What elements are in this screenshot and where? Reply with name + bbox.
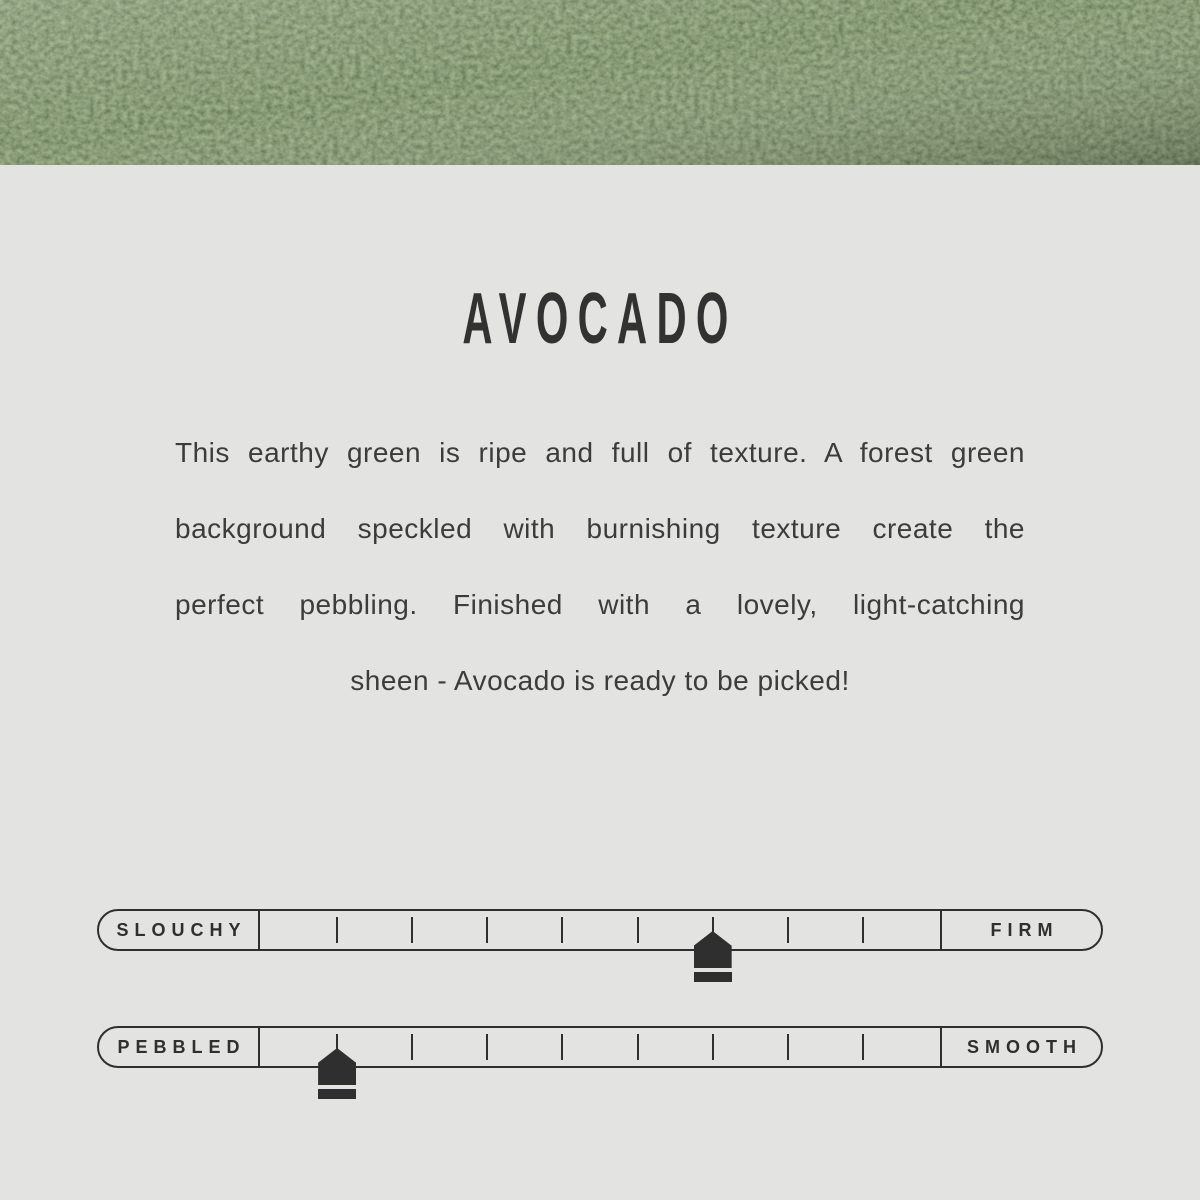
description-line: perfect pebbling. Finished with a lovely, light-catching [175, 589, 1025, 620]
scale-tick [862, 917, 864, 943]
scale-left-label: SLOUCHY [99, 911, 260, 949]
description-line: This earthy green is ripe and full of texture. A forest green [175, 437, 1025, 468]
scale-tick [637, 1034, 639, 1060]
firmness-scale [97, 909, 1103, 951]
description-line: sheen - Avocado is ready to be picked! [350, 665, 850, 696]
scale-tick [787, 1034, 789, 1060]
scale-tick [561, 917, 563, 943]
scale-tick [787, 917, 789, 943]
marker-base [318, 1089, 356, 1099]
scale-tick [336, 1034, 338, 1060]
scale-tick [486, 1034, 488, 1060]
scale-left-label: PEBBLED [99, 1028, 260, 1066]
scale-tick [712, 1034, 714, 1060]
scale-tick [637, 917, 639, 943]
marker-base [694, 972, 732, 982]
leather-swatch-photo [0, 0, 1200, 165]
color-name-title: AVOCADO [462, 279, 738, 359]
scale-tick [712, 917, 714, 943]
scale-tick [411, 1034, 413, 1060]
scale-tick [862, 1034, 864, 1060]
scale-tick [486, 917, 488, 943]
texture-scale [97, 1026, 1103, 1068]
scale-tick [561, 1034, 563, 1060]
scale-tick [336, 917, 338, 943]
scale-right-label: FIRM [940, 911, 1101, 949]
scale-right-label: SMOOTH [940, 1028, 1101, 1066]
scale-tick [411, 917, 413, 943]
leather-texture-image [0, 0, 1200, 165]
description-line: background speckled with burnishing texture create the [175, 513, 1025, 544]
color-description [175, 415, 1025, 719]
